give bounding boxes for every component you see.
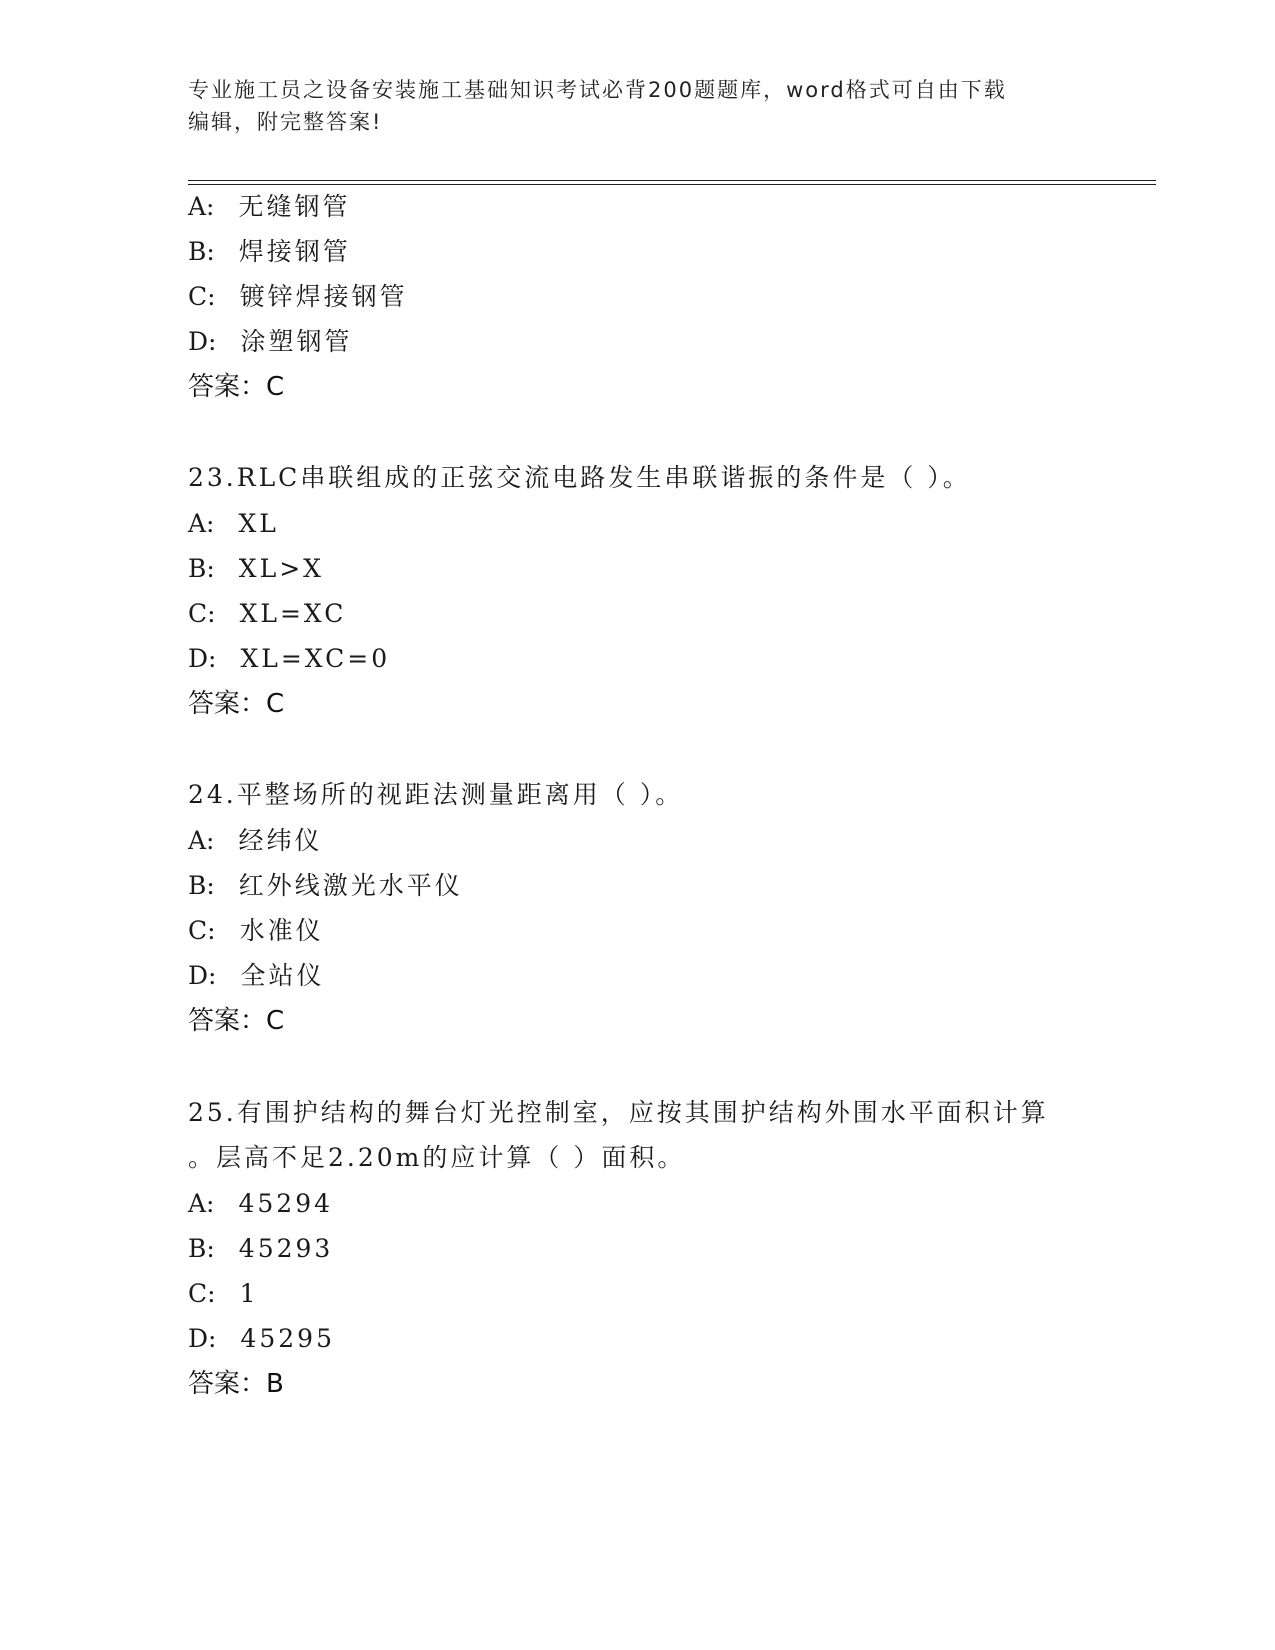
q22-option-d <box>188 326 352 358</box>
option-key: A: <box>188 509 215 538</box>
header-divider-top <box>188 180 1156 181</box>
option-key: B: <box>188 237 215 266</box>
q25-option-c <box>188 1278 258 1310</box>
q23-option-c <box>188 598 346 630</box>
header-line-1: 专业施工员之设备安装施工基础知识考试必背200题题库，word格式可自由下载 <box>188 78 1007 102</box>
option-text: 45293 <box>238 1234 334 1263</box>
q23-answer: 答案：C <box>188 689 285 719</box>
q25-option-b <box>188 1233 333 1265</box>
q23-option-b <box>188 553 324 585</box>
option-text: 全站仪 <box>240 961 325 990</box>
q24-option-c <box>188 915 324 947</box>
header-line-2: 编辑，附完整答案! <box>188 110 383 134</box>
header-divider-bottom <box>188 184 1156 185</box>
option-key: C: <box>188 282 216 311</box>
option-text: 涂塑钢管 <box>240 327 353 356</box>
option-key: A: <box>188 1189 215 1218</box>
q23-option-a <box>188 508 279 540</box>
option-text: XL=XC=0 <box>240 644 391 673</box>
option-text: 镀锌焊接钢管 <box>239 282 408 311</box>
option-text: 1 <box>239 1279 259 1308</box>
option-key: A: <box>188 826 215 855</box>
option-text: XL <box>238 509 279 538</box>
q25-option-d <box>188 1323 335 1355</box>
option-key: B: <box>188 554 215 583</box>
option-key: C: <box>188 916 216 945</box>
q22-option-a <box>188 191 351 223</box>
option-key: C: <box>188 599 216 628</box>
option-text: 45295 <box>240 1324 335 1353</box>
q22-answer: 答案：C <box>188 372 285 402</box>
q22-option-b <box>188 236 351 268</box>
option-text: 45294 <box>238 1189 334 1218</box>
document-header <box>188 74 1088 138</box>
option-key: D: <box>188 327 217 356</box>
option-text: 经纬仪 <box>238 826 323 855</box>
option-text: XL=XC <box>239 599 347 628</box>
q23-question: 23.RLC串联组成的正弦交流电路发生串联谐振的条件是（ ）。 <box>188 463 971 492</box>
q23-option-d <box>188 643 390 675</box>
option-key: D: <box>188 961 217 990</box>
q24-option-a <box>188 825 323 857</box>
option-key: B: <box>188 1234 215 1263</box>
option-text: XL>X <box>238 554 324 583</box>
option-text: 水准仪 <box>239 916 324 945</box>
option-key: A: <box>188 192 215 221</box>
option-text: 无缝钢管 <box>238 192 351 221</box>
option-text: 红外线激光水平仪 <box>238 871 463 900</box>
q25-answer: 答案：B <box>188 1369 284 1399</box>
q24-option-b <box>188 870 463 902</box>
q25-option-a <box>188 1188 333 1220</box>
q25-question-line-1: 25.有围护结构的舞台灯光控制室，应按其围护结构外围水平面积计算 <box>188 1098 1049 1127</box>
option-key: D: <box>188 644 217 673</box>
option-key: D: <box>188 1324 217 1353</box>
option-key: B: <box>188 871 215 900</box>
q25-question-line-2: 。层高不足2.20m的应计算（ ）面积。 <box>188 1143 686 1172</box>
q24-option-d <box>188 960 324 992</box>
q24-answer: 答案：C <box>188 1006 285 1036</box>
option-text: 焊接钢管 <box>238 237 351 266</box>
q24-question: 24.平整场所的视距法测量距离用（ ）。 <box>188 780 684 809</box>
q22-option-c <box>188 281 408 313</box>
option-key: C: <box>188 1279 216 1308</box>
